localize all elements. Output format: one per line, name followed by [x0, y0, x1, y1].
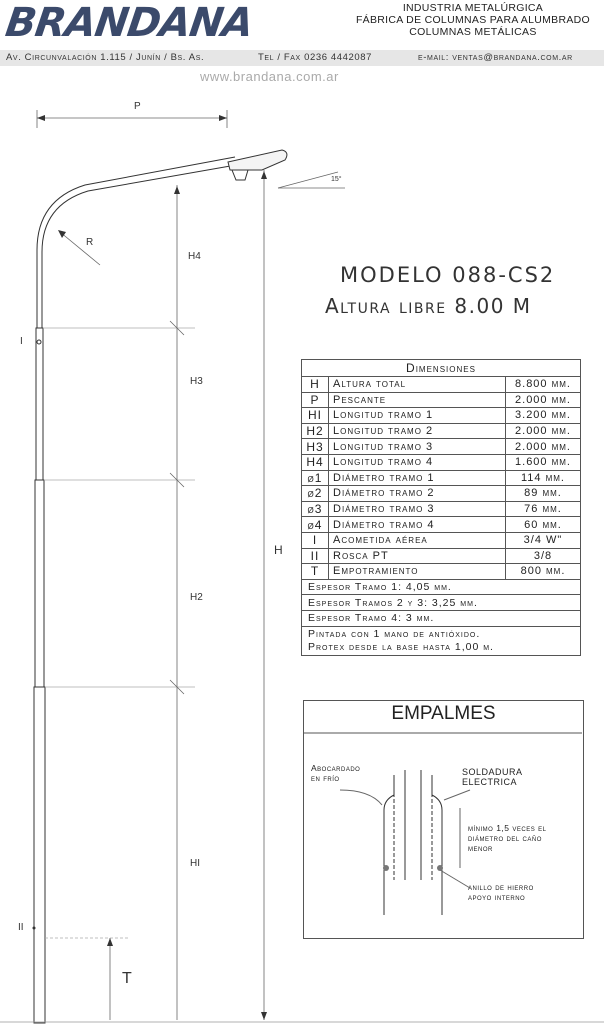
- dimension-symbol: HI: [302, 408, 329, 424]
- dimension-value: 2.000 mm.: [506, 439, 581, 455]
- dimension-symbol: P: [302, 392, 329, 408]
- email-link[interactable]: e-mail: ventas@brandana.com.ar: [418, 52, 573, 63]
- empalmes-title: EMPALMES: [391, 703, 496, 724]
- anillo-line-1: anillo de hierro: [468, 882, 534, 892]
- label-H1: HI: [190, 858, 200, 869]
- dimension-name: Rosca PT: [329, 548, 506, 564]
- dimension-value: 800 mm.: [506, 564, 581, 580]
- label-H4: H4: [188, 251, 201, 262]
- abocardado-label: [311, 763, 360, 783]
- model-title: MODELO 088-CS2: [340, 263, 556, 287]
- paint-line-2: Protex desde la base hasta 1,00 m.: [308, 640, 494, 653]
- dimension-value: 89 mm.: [506, 486, 581, 502]
- soldadura-label: [462, 767, 523, 787]
- dimension-name: Longitud tramo 4: [329, 454, 506, 470]
- dimension-symbol: H: [302, 377, 329, 393]
- dimension-symbol: I: [302, 532, 329, 548]
- soldadura-line-2: ELECTRICA: [462, 777, 518, 787]
- dimension-symbol: ø3: [302, 501, 329, 517]
- dimension-name: Longitud tramo 2: [329, 423, 506, 439]
- dimension-value: 76 mm.: [506, 501, 581, 517]
- company-line-3: COLUMNAS METÁLICAS: [409, 26, 537, 38]
- label-P: P: [134, 101, 141, 112]
- soldadura-line-1: SOLDADURA: [462, 767, 523, 777]
- dimension-name: Altura total: [329, 377, 506, 393]
- dimension-symbol: H2: [302, 423, 329, 439]
- company-line-2: FÁBRICA DE COLUMNAS PARA ALUMBRADO: [355, 14, 590, 26]
- dimension-symbol: ø1: [302, 470, 329, 486]
- anillo-label: [468, 882, 534, 902]
- label-I: I: [20, 336, 23, 347]
- label-H: H: [274, 543, 283, 557]
- brand-logo: BRANDANA: [2, 0, 256, 46]
- dimension-symbol: ø4: [302, 517, 329, 533]
- dimension-name: Longitud tramo 3: [329, 439, 506, 455]
- model-subtitle: Altura libre 8.00 M: [325, 294, 532, 318]
- address-text: Av. Circunvalación 1.115 / Junín / Bs. As.: [6, 52, 205, 63]
- label-angle: 15°: [331, 176, 342, 183]
- dimension-name: Empotramiento: [329, 564, 506, 580]
- dimension-name: Longitud tramo 1: [329, 408, 506, 424]
- dimension-symbol: II: [302, 548, 329, 564]
- dimension-value: 8.800 mm.: [506, 377, 581, 393]
- phone-text: Tel / Fax 0236 4442087: [258, 52, 373, 63]
- website-link[interactable]: www.brandana.com.ar: [200, 69, 339, 84]
- dimension-symbol: H3: [302, 439, 329, 455]
- dimension-name: Diámetro tramo 2: [329, 486, 506, 502]
- dimension-symbol: ø2: [302, 486, 329, 502]
- dimension-value: 2.000 mm.: [506, 423, 581, 439]
- dimension-value: 3/4 W": [506, 532, 581, 548]
- dimension-value: 2.000 mm.: [506, 392, 581, 408]
- minimo-line-2: diámetro del caño: [468, 833, 542, 843]
- dimension-name: Diámetro tramo 4: [329, 517, 506, 533]
- thickness-note-3: Espesor Tramo 4: 3 mm.: [302, 610, 581, 626]
- abocardado-line-1: Abocardado: [311, 763, 361, 773]
- dimension-name: Diámetro tramo 3: [329, 501, 506, 517]
- dimension-name: Acometida aérea: [329, 532, 506, 548]
- label-H2: H2: [190, 592, 203, 603]
- minimo-label: [468, 823, 546, 853]
- dimension-symbol: T: [302, 564, 329, 580]
- dimension-value: 3.200 mm.: [506, 408, 581, 424]
- dimension-value: 1.600 mm.: [506, 454, 581, 470]
- thickness-note-1: Espesor Tramo 1: 4,05 mm.: [302, 579, 581, 595]
- minimo-line-3: menor: [468, 843, 493, 853]
- dimension-value: 114 mm.: [506, 470, 581, 486]
- anillo-line-2: apoyo interno: [468, 892, 526, 902]
- dimension-symbol: H4: [302, 454, 329, 470]
- dimension-value: 60 mm.: [506, 517, 581, 533]
- dimension-name: Diámetro tramo 1: [329, 470, 506, 486]
- dimensions-header: Dimensiones: [302, 360, 581, 377]
- label-R: R: [86, 237, 94, 248]
- label-H3: H3: [190, 376, 203, 387]
- dimension-value: 3/8: [506, 548, 581, 564]
- paint-line-1: Pintada con 1 mano de antióxido.: [308, 627, 481, 640]
- dimension-name: Pescante: [329, 392, 506, 408]
- thickness-note-2: Espesor Tramos 2 y 3: 3,25 mm.: [302, 595, 581, 611]
- label-II: II: [18, 922, 24, 933]
- minimo-line-1: mínimo 1,5 veces el: [468, 823, 547, 833]
- company-line-1: INDUSTRIA METALÚRGICA: [402, 2, 544, 14]
- label-T: T: [122, 970, 132, 987]
- abocardado-line-2: en frío: [311, 773, 340, 783]
